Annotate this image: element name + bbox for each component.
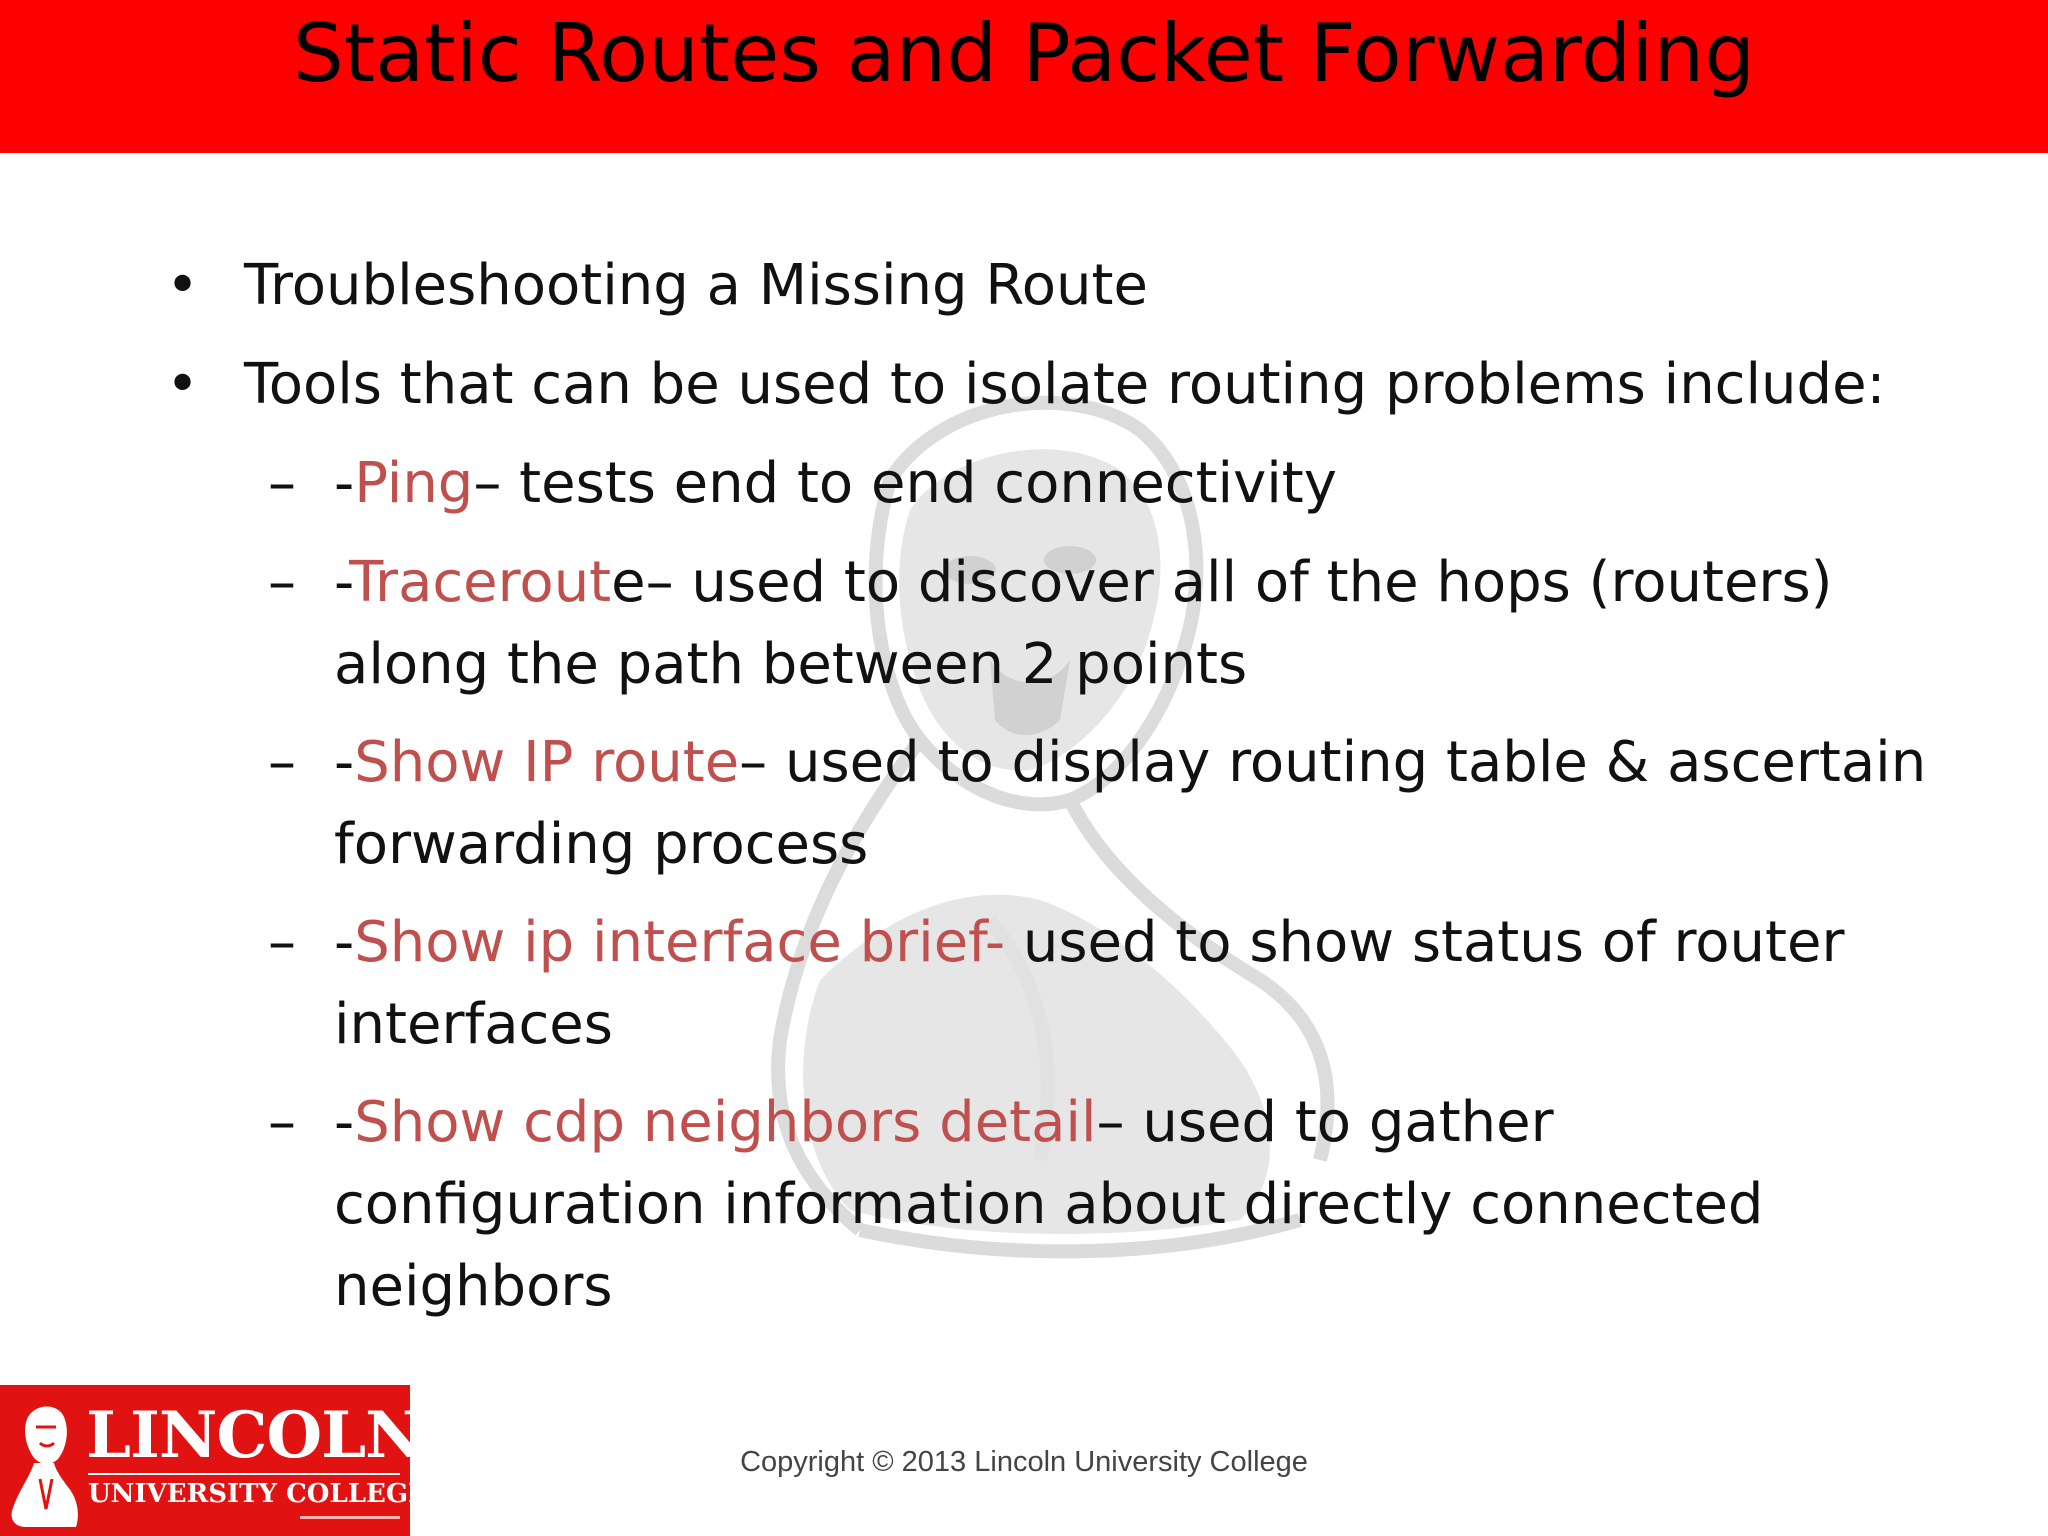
tool-command: Show ip interface brief- xyxy=(354,910,1006,975)
tool-description-continued: forwarding process xyxy=(334,812,869,877)
tool-command: Tracerout xyxy=(349,550,612,615)
tool-description: – used to display routing table & ascertain xyxy=(739,730,1927,795)
bullet-marker: • xyxy=(166,352,200,417)
tool-description-continued: along the path between 2 points xyxy=(334,632,1248,697)
tool-description: – used to gather xyxy=(1096,1090,1554,1155)
tool-description: – tests end to end connectivity xyxy=(473,451,1337,516)
tool-prefix: - xyxy=(334,910,355,975)
tool-command: Ping xyxy=(354,451,474,516)
tool-show-ip-route xyxy=(334,722,1926,804)
tool-description: e– used to discover all of the hops (routers) xyxy=(611,550,1833,615)
slide-title: Static Routes and Packet Forwarding xyxy=(292,7,1756,100)
tool-description-continued: interfaces xyxy=(334,992,613,1057)
tool-show-ip-interface-brief xyxy=(334,902,1844,984)
dash-marker: – xyxy=(268,910,296,975)
logo-subtitle: UNIVERSITY COLLEGE xyxy=(88,1479,428,1509)
bullet-tools: Tools that can be used to isolate routing problems include: xyxy=(244,352,1886,417)
tool-prefix: - xyxy=(334,1090,355,1155)
dash-marker: – xyxy=(268,550,296,615)
tool-command: Show IP route xyxy=(354,730,740,795)
logo-fine-print xyxy=(300,1516,400,1519)
tool-traceroute xyxy=(334,542,1832,624)
tool-command: Show cdp neighbors detail xyxy=(354,1090,1097,1155)
tool-prefix: - xyxy=(334,550,350,615)
tool-description: used to show status of router xyxy=(1005,910,1845,975)
tool-description-continued: neighbors xyxy=(334,1254,613,1319)
logo-name: LINCOLN xyxy=(86,1398,423,1473)
bullet-marker: • xyxy=(166,253,200,318)
tool-prefix: - xyxy=(334,730,355,795)
dash-marker: – xyxy=(268,451,296,516)
tool-description-continued: configuration information about directly connected xyxy=(334,1172,1764,1237)
tool-prefix: - xyxy=(334,451,355,516)
tool-show-cdp-neighbors-detail xyxy=(334,1082,1554,1164)
tool-ping xyxy=(334,443,1337,525)
copyright-notice: Copyright © 2013 Lincoln University College xyxy=(740,1446,1308,1478)
dash-marker: – xyxy=(268,1090,296,1155)
dash-marker: – xyxy=(268,730,296,795)
bullet-troubleshooting: Troubleshooting a Missing Route xyxy=(244,253,1148,318)
